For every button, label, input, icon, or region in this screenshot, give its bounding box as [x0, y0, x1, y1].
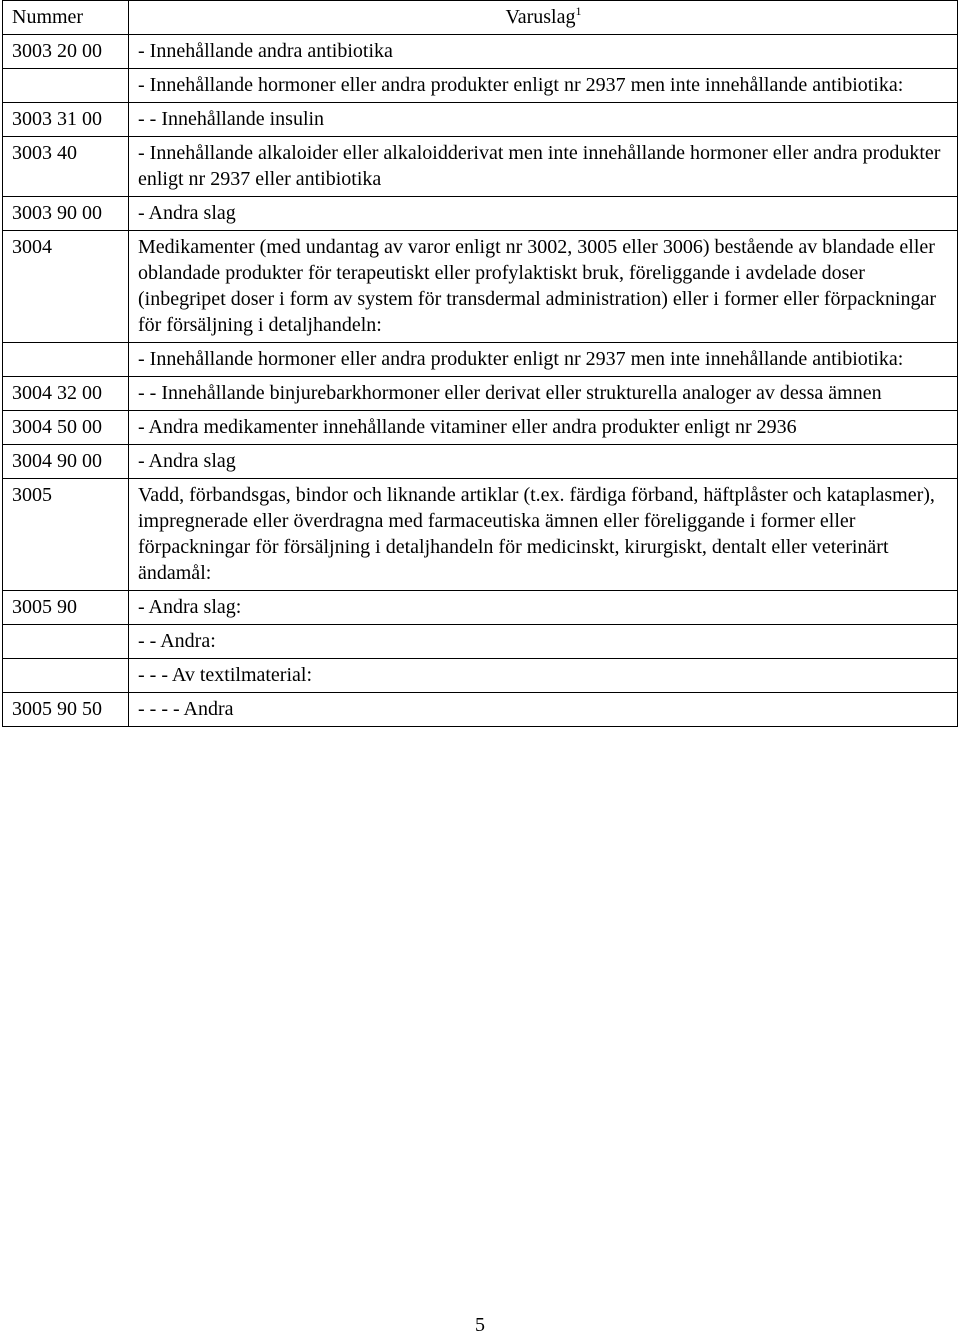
commodity-description: - Andra slag: — [129, 591, 958, 625]
tariff-number: 3004 32 00 — [3, 377, 129, 411]
header-description-label: Varuslag — [505, 6, 576, 28]
header-number: Nummer — [3, 1, 129, 35]
tariff-number — [3, 343, 129, 377]
table-row — [3, 591, 958, 625]
tariff-table — [2, 0, 958, 727]
tariff-number: 3004 — [3, 231, 129, 343]
table-row — [3, 231, 958, 343]
commodity-description: - - - Av textilmaterial: — [129, 659, 958, 693]
commodity-description: - Andra slag — [129, 197, 958, 231]
table-row — [3, 625, 958, 659]
tariff-number: 3003 90 00 — [3, 197, 129, 231]
page-number: 5 — [475, 1314, 485, 1336]
table-row — [3, 69, 958, 103]
table-row — [3, 411, 958, 445]
footnote-ref: 1 — [575, 4, 582, 18]
commodity-description: - Innehållande hormoner eller andra produkter enligt nr 2937 men inte innehållande antibiotika: — [129, 343, 958, 377]
tariff-number: 3004 50 00 — [3, 411, 129, 445]
table-row — [3, 35, 958, 69]
commodity-description: - Andra slag — [129, 445, 958, 479]
commodity-description: - Innehållande hormoner eller andra produkter enligt nr 2937 men inte innehållande antibiotika: — [129, 69, 958, 103]
commodity-description: - Andra medikamenter innehållande vitaminer eller andra produkter enligt nr 2936 — [129, 411, 958, 445]
tariff-number: 3004 90 00 — [3, 445, 129, 479]
table-row — [3, 377, 958, 411]
table-row — [3, 693, 958, 727]
tariff-number: 3005 90 50 — [3, 693, 129, 727]
table-row — [3, 659, 958, 693]
table-row — [3, 197, 958, 231]
commodity-description: - Innehållande andra antibiotika — [129, 35, 958, 69]
tariff-number: 3005 90 — [3, 591, 129, 625]
tariff-number — [3, 659, 129, 693]
tariff-number: 3003 31 00 — [3, 103, 129, 137]
commodity-description: - Innehållande alkaloider eller alkaloidderivat men inte innehållande hormoner eller andra produkter enligt nr 2937 eller antibiotika — [129, 137, 958, 197]
commodity-description: Vadd, förbandsgas, bindor och liknande artiklar (t.ex. färdiga förband, häftplåster och kataplasmer), impregnerade eller överdragna med farmaceutiska ämnen eller föreliggande i former eller förpackningar för försäljning i detaljhandeln för medicinskt, kirurgiskt, dentalt eller veterinärt ändamål: — [129, 479, 958, 591]
commodity-description: - - Andra: — [129, 625, 958, 659]
table-row — [3, 137, 958, 197]
table-row — [3, 343, 958, 377]
tariff-number — [3, 69, 129, 103]
commodity-description: - - - - Andra — [129, 693, 958, 727]
tariff-number — [3, 625, 129, 659]
table-row — [3, 445, 958, 479]
tariff-number: 3005 — [3, 479, 129, 591]
tariff-number: 3003 40 — [3, 137, 129, 197]
commodity-description: - - Innehållande insulin — [129, 103, 958, 137]
table-row — [3, 479, 958, 591]
table-row — [3, 103, 958, 137]
commodity-description: - - Innehållande binjurebarkhormoner eller derivat eller strukturella analoger av dessa ämnen — [129, 377, 958, 411]
tariff-number: 3003 20 00 — [3, 35, 129, 69]
header-description — [129, 1, 958, 35]
commodity-description: Medikamenter (med undantag av varor enligt nr 3002, 3005 eller 3006) bestående av blandade eller oblandade produkter för terapeutiskt eller profylaktiskt bruk, föreliggande i avdelade doser (inbegripet doser i form av system för transdermal administration) eller i former eller förpackningar för försäljning i detaljhandeln: — [129, 231, 958, 343]
table-header-row — [3, 1, 958, 35]
